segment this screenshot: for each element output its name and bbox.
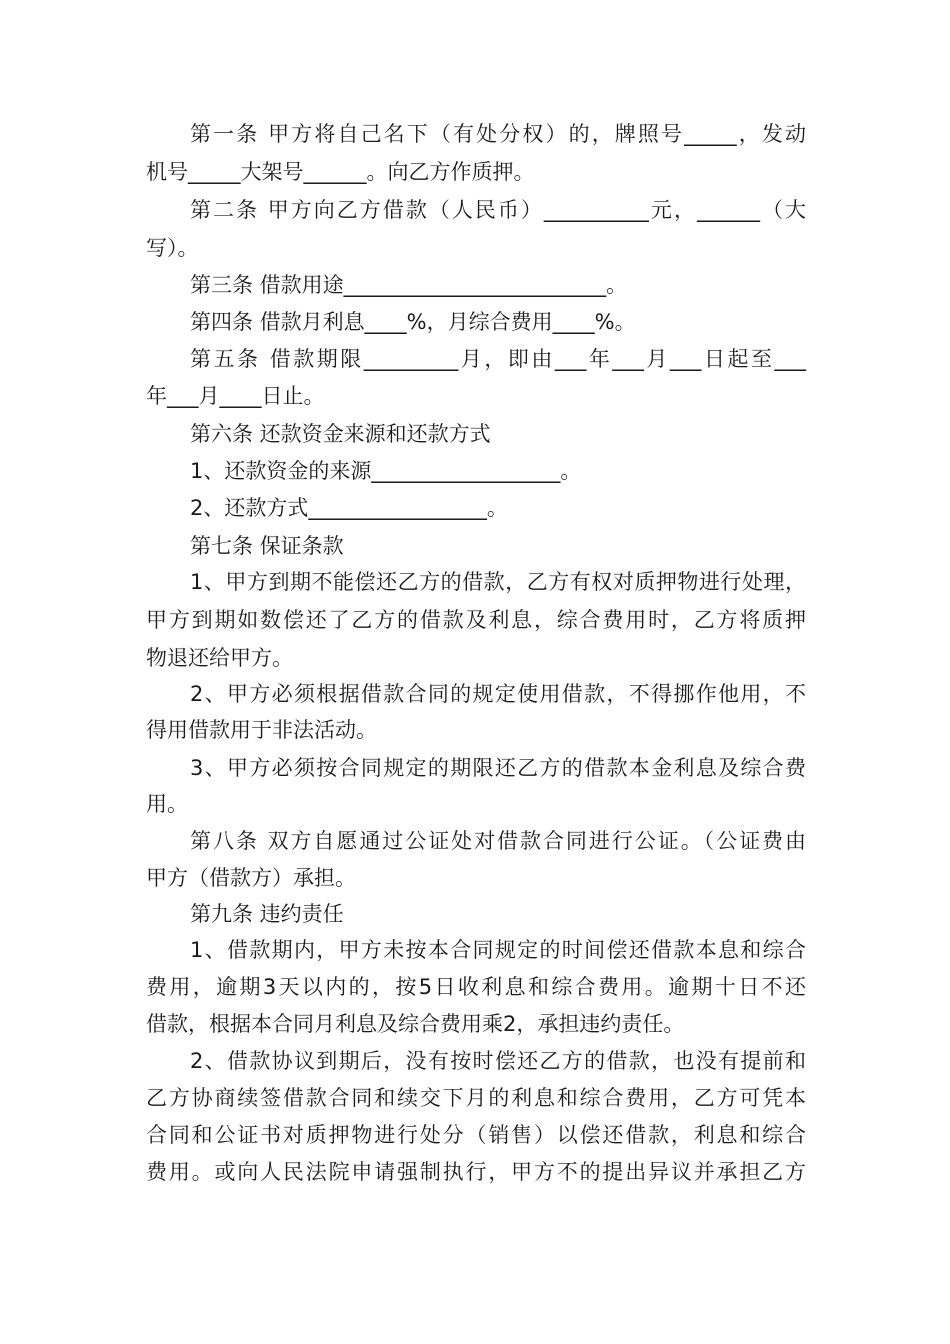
clause-2-line-1: 第二条 甲方向乙方借款（人民币）__________元，______（大 <box>190 198 806 222</box>
clause-7-heading: 第七条 保证条款 <box>190 534 344 558</box>
clause-7-item-1-line-3: 物退还给甲方。 <box>146 646 293 670</box>
clause-7-item-2-line-2: 得用借款用于非法活动。 <box>146 718 377 742</box>
clause-5-line-1: 第五条 借款期限_________月，即由___年___月___日起至___ <box>190 347 806 371</box>
clause-9-item-2-line-2: 乙方协商续签借款合同和续交下月的利息和综合费用，乙方可凭本 <box>146 1086 806 1110</box>
clause-4-line: 第四条 借款月利息____%，月综合费用____%。 <box>190 310 636 334</box>
clause-7-item-3-line-1: 3、甲方必须按合同规定的期限还乙方的借款本金利息及综合费 <box>190 756 806 780</box>
clause-7-item-2-line-1: 2、甲方必须根据借款合同的规定使用借款，不得挪作他用，不 <box>190 682 806 706</box>
clause-9-item-2-line-4: 费用。或向人民法院申请强制执行，甲方不的提出异议并承担乙方 <box>146 1160 806 1184</box>
clause-6-item-2: 2、还款方式_________________。 <box>190 496 508 520</box>
clause-3-line: 第三条 借款用途_________________________。 <box>190 273 628 297</box>
clause-2-line-2: 写）。 <box>146 236 199 260</box>
clause-5-line-2: 年___月____日止。 <box>146 384 325 408</box>
clause-1-line-2: 机号_____大架号______。向乙方作质押。 <box>146 160 535 184</box>
clause-7-item-1-line-2: 甲方到期如数偿还了乙方的借款及利息，综合费用时，乙方将质押 <box>146 608 806 632</box>
clause-9-item-1-line-1: 1、借款期内，甲方未按本合同规定的时间偿还借款本息和综合 <box>190 938 806 962</box>
clause-9-item-1-line-2: 费用，逾期3天以内的，按5日收利息和综合费用。逾期十日不还 <box>146 975 806 999</box>
clause-9-item-2-line-3: 合同和公证书对质押物进行处分（销售）以偿还借款，利息和综合 <box>146 1123 806 1147</box>
clause-9-item-1-line-3: 借款，根据本合同月利息及综合费用乘2，承担违约责任。 <box>146 1012 685 1036</box>
clause-1-line-1: 第一条 甲方将自己名下（有处分权）的，牌照号_____，发动 <box>190 122 806 146</box>
clause-7-item-1-line-1: 1、甲方到期不能偿还乙方的借款，乙方有权对质押物进行处理， <box>190 570 806 594</box>
clause-7-item-3-line-2: 用。 <box>146 792 188 816</box>
clause-6-item-1: 1、还款资金的来源__________________。 <box>190 459 582 483</box>
clause-8-line-1: 第八条 双方自愿通过公证处对借款合同进行公证。（公证费由 <box>190 829 806 853</box>
clause-6-heading: 第六条 还款资金来源和还款方式 <box>190 422 491 446</box>
clause-9-item-2-line-1: 2、借款协议到期后，没有按时偿还乙方的借款，也没有提前和 <box>190 1049 806 1073</box>
clause-9-heading: 第九条 违约责任 <box>190 902 344 926</box>
clause-8-line-2: 甲方（借款方）承担。 <box>146 866 356 890</box>
